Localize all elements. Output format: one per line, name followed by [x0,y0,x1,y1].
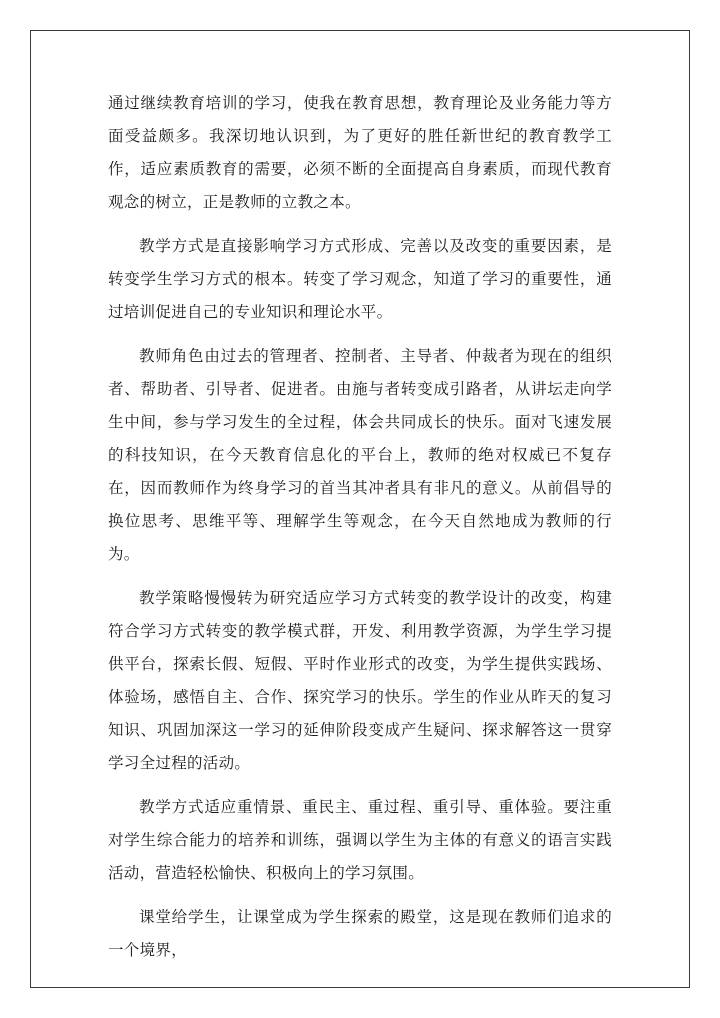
paragraph-4: 教学策略慢慢转为研究适应学习方式转变的教学设计的改变，构建符合学习方式转变的教学模式群，开发、利用教学资源，为学生学习提供平台，探索长假、短假、平时作业形式的改变，为学生提供实践场、体验场，感悟自主、合作、探究学习的快乐。学生的作业从昨天的复习知识、巩固加深这一学习的延伸阶段变成产生疑问、探求解答这一贯穿学习全过程的活动。 [108,589,612,772]
document-body [108,87,612,978]
paragraph-2: 教学方式是直接影响学习方式形成、完善以及改变的重要因素，是转变学生学习方式的根本。转变了学习观念，知道了学习的重要性，通过培训促进自己的专业知识和理论水平。 [108,237,612,321]
paragraph-5: 教学方式适应重情景、重民主、重过程、重引导、重体验。要注重对学生综合能力的培养和训练，强调以学生为主体的有意义的语言实践活动，营造轻松愉快、积极向上的学习氛围。 [108,798,612,882]
paragraph-6: 课堂给学生，让课堂成为学生探索的殿堂，这是现在教师们追求的一个境界， [108,908,612,959]
paragraph-3: 教师角色由过去的管理者、控制者、主导者、仲裁者为现在的组织者、帮助者、引导者、促进者。由施与者转变成引路者，从讲坛走向学生中间，参与学习发生的全过程，体会共同成长的快乐。面对飞速发展的科技知识，在今天教育信息化的平台上，教师的绝对权威已不复存在，因而教师作为终身学习的首当其冲者具有非凡的意义。从前倡导的换位思考、思维平等、理解学生等观念，在今天自然地成为教师的行为。 [108,347,612,563]
paragraph-1: 通过继续教育培训的学习，使我在教育思想，教育理论及业务能力等方面受益颇多。我深切地认识到，为了更好的胜任新世纪的教育教学工作，适应素质教育的需要，必须不断的全面提高自身素质，而现代教育观念的树立，正是教师的立教之本。 [108,94,612,211]
